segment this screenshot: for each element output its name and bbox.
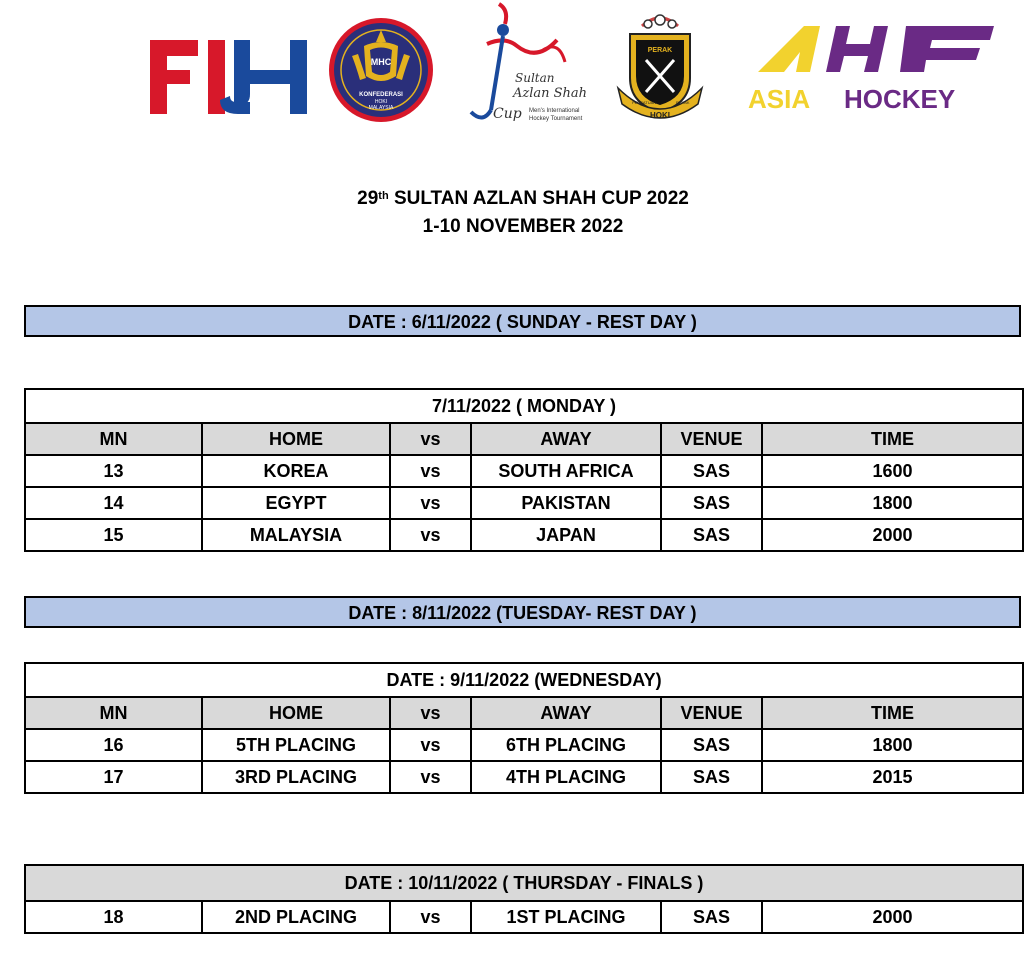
header-time: TIME: [762, 423, 1023, 455]
home-team: 3RD PLACING: [202, 761, 390, 793]
match-number: 18: [25, 901, 202, 933]
svg-text:KONFEDERASI: KONFEDERASI: [359, 92, 403, 98]
venue: SAS: [661, 901, 762, 933]
asia-hockey-logo: [748, 24, 994, 116]
event-title: [0, 185, 1024, 213]
event-dates: 1-10 NOVEMBER 2022: [422, 216, 624, 237]
match-number: 14: [25, 487, 202, 519]
perak-hockey-logo: [612, 8, 708, 126]
svg-text:Cup: Cup: [493, 106, 522, 122]
svg-text:PERSATUAN: PERSATUAN: [632, 100, 657, 105]
table-row: [25, 487, 1023, 519]
svg-text:HOKI: HOKI: [650, 111, 670, 120]
rest-day-banner-6-nov: DATE : 6/11/2022 ( SUNDAY - REST DAY ): [24, 305, 1021, 337]
match-number: 15: [25, 519, 202, 551]
away-team: 1ST PLACING: [471, 901, 661, 933]
venue: SAS: [661, 729, 762, 761]
header-vs: vs: [390, 423, 471, 455]
table-header-row: [25, 423, 1023, 455]
venue: SAS: [661, 519, 762, 551]
svg-text:Azlan Shah: Azlan Shah: [513, 86, 588, 101]
away-team: 4TH PLACING: [471, 761, 661, 793]
svg-text:MHC: MHC: [370, 57, 392, 67]
home-team: MALAYSIA: [202, 519, 390, 551]
versus: vs: [390, 901, 471, 933]
day-caption: DATE : 9/11/2022 (WEDNESDAY): [25, 663, 1023, 697]
table-row: [25, 729, 1023, 761]
day-caption: DATE : 10/11/2022 ( THURSDAY - FINALS ): [25, 865, 1023, 901]
match-time: 2000: [762, 901, 1023, 933]
home-team: 5TH PLACING: [202, 729, 390, 761]
home-team: EGYPT: [202, 487, 390, 519]
day-caption: 7/11/2022 ( MONDAY ): [25, 389, 1023, 423]
table-row: [25, 761, 1023, 793]
home-team: 2ND PLACING: [202, 901, 390, 933]
home-team: KOREA: [202, 455, 390, 487]
away-team: JAPAN: [471, 519, 661, 551]
versus: vs: [390, 519, 471, 551]
header-away: AWAY: [471, 697, 661, 729]
match-time: 2000: [762, 519, 1023, 551]
away-team: PAKISTAN: [471, 487, 661, 519]
svg-text:PERAK: PERAK: [676, 100, 690, 105]
match-time: 1800: [762, 487, 1023, 519]
match-number: 16: [25, 729, 202, 761]
svg-text:PERAK: PERAK: [647, 47, 673, 54]
rest-day-banner-8-nov: DATE : 8/11/2022 (TUESDAY- REST DAY ): [24, 596, 1021, 628]
schedule-table-10-nov-finals: [24, 864, 1024, 934]
svg-text:ASIA: ASIA: [748, 84, 811, 114]
header-home: HOME: [202, 697, 390, 729]
match-time: 1800: [762, 729, 1023, 761]
mhc-badge-logo: [326, 16, 436, 124]
header-time: TIME: [762, 697, 1023, 729]
svg-text:Hockey Tournament: Hockey Tournament: [529, 116, 583, 122]
fih-logo: [150, 38, 308, 114]
table-row: [25, 519, 1023, 551]
match-number: 13: [25, 455, 202, 487]
header-home: HOME: [202, 423, 390, 455]
header-mn: MN: [25, 697, 202, 729]
schedule-table-9-nov: [24, 662, 1024, 794]
event-name: SULTAN AZLAN SHAH CUP 2022: [388, 188, 689, 209]
versus: vs: [390, 455, 471, 487]
versus: vs: [390, 487, 471, 519]
edition-number: 29: [357, 188, 379, 209]
sultan-azlan-shah-cup-logo: [447, 0, 602, 130]
svg-text:MALAYSIA: MALAYSIA: [368, 105, 394, 111]
header-venue: VENUE: [661, 423, 762, 455]
svg-text:Men's International: Men's International: [529, 108, 580, 114]
sponsor-logos: [0, 0, 1024, 140]
table-row: [25, 455, 1023, 487]
match-time: 1600: [762, 455, 1023, 487]
header-away: AWAY: [471, 423, 661, 455]
svg-text:HOCKEY: HOCKEY: [844, 84, 956, 114]
table-row: [25, 901, 1023, 933]
venue: SAS: [661, 487, 762, 519]
header-venue: VENUE: [661, 697, 762, 729]
svg-text:HOKI: HOKI: [374, 99, 388, 105]
versus: vs: [390, 761, 471, 793]
header-mn: MN: [25, 423, 202, 455]
versus: vs: [390, 729, 471, 761]
schedule-table-7-nov: [24, 388, 1024, 552]
edition-suffix: th: [378, 190, 389, 202]
away-team: SOUTH AFRICA: [471, 455, 661, 487]
table-header-row: [25, 697, 1023, 729]
header-vs: vs: [390, 697, 471, 729]
match-number: 17: [25, 761, 202, 793]
away-team: 6TH PLACING: [471, 729, 661, 761]
venue: SAS: [661, 761, 762, 793]
match-time: 2015: [762, 761, 1023, 793]
venue: SAS: [661, 455, 762, 487]
svg-text:Sultan: Sultan: [515, 71, 555, 85]
